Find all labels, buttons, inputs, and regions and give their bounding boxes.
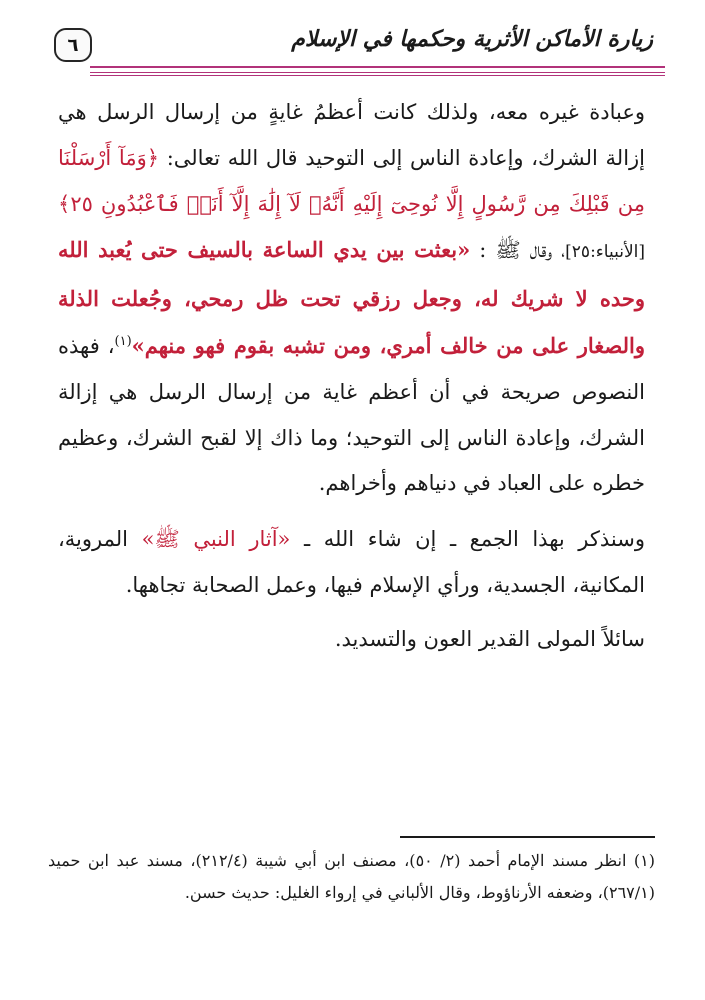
- text-span: وسنذكر بهذا الجمع ـ إن شاء الله ـ: [303, 527, 645, 552]
- header-rule-thin-2: [90, 75, 665, 76]
- hadith-quote: «بعثت بين يدي الساعة بالسيف حتى يُعبد الله وحده لا شريك له، وجعل رزقي تحت ظل رمحي، وجُعلت الذلة والصغار على من خالف أمري، ومن تشبه بقوم فهو منهم»: [58, 237, 645, 358]
- paragraph-1: [58, 90, 645, 507]
- footnote-text: (١) انظر مسند الإمام أحمد (٢/ ٥٠)، مصنف ابن أبي شيبة (٢١٢/٤)، مسند عبد ابن حميد (٢٦٧/١)، وضعفه الأرناؤوط، وقال الألباني في إرواء الغليل: حديث حسن.: [48, 851, 656, 902]
- footnote-separator: [400, 836, 655, 838]
- page-number: ٦: [67, 34, 79, 56]
- paragraph-2: [58, 517, 645, 609]
- footnote: [48, 845, 655, 909]
- text-span: ، وقال ﷺ :: [479, 238, 566, 263]
- text-span: سائلاً المولى القدير العون والتسديد.: [334, 626, 645, 651]
- header-rule-thin: [90, 72, 665, 73]
- footnote-marker: (١): [114, 333, 132, 349]
- text-line: وعبادة غيره معه، ولذلك كانت أعظمُ غايةٍ من إرسال الرسل: [97, 100, 645, 124]
- text-line: هي إزالة الشرك، وإعادة الناس إلى التوحيد قال الله تعالى:: [58, 100, 645, 170]
- page-number-badge: [54, 28, 92, 62]
- text-span: المروية، المكانية، الجسدية، ورأي الإسلام فيها، وعمل الصحابة تجاهها.: [58, 527, 645, 597]
- main-text: [58, 90, 645, 663]
- verse-reference: [الأنبياء:٢٥]: [565, 242, 646, 263]
- quran-verse: ﴿وَمَآ أَرْسَلْنَا مِن قَبْلِكَ مِن رَّسُولٍ إِلَّا نُوحِىٓ إِلَيْهِ أَنَّهُۥ لَآ إِلَٰهَ إِلَّآ أَنَا۠ فَٱعْبُدُونِ ٢٥﴾: [58, 145, 645, 216]
- text-span: ، فهذه النصوص صريحة في أن أعظم غاية من إرسال الرسل هي إزالة الشرك، وإعادة الناس إلى التوحيد؛ وما ذاك إلا لقبح الشرك، وعظيم خطره على العباد في دنياهم وأخراهم.: [58, 333, 645, 496]
- header-rule: [90, 66, 665, 68]
- highlighted-title: «آثار النبي ﷺ»: [141, 527, 291, 552]
- running-title: زيارة الأماكن الأثرية وحكمها في الإسلام: [291, 26, 653, 52]
- paragraph-3: [58, 617, 645, 663]
- page-header: [40, 22, 665, 82]
